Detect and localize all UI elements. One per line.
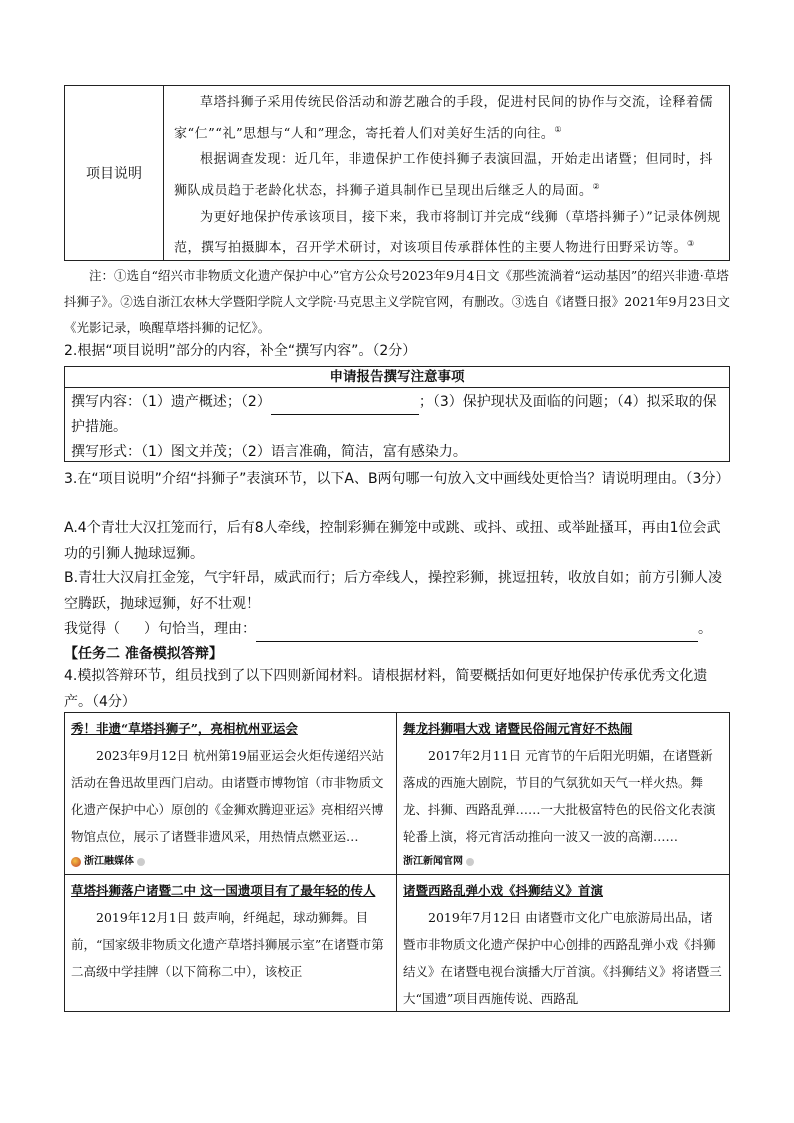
news-body: 2017年2月11日 元宵节的午后阳光明媚，在诸暨新落成的西施大剧院，节目的气氛犹如天气一样火热。舞龙、抖狮、西路乱弹……一大批极富特色的民俗文化表演轮番上演，将元宵活动推向一波又一波的高潮…… [403, 748, 716, 844]
more-icon [137, 858, 145, 866]
box-body [65, 388, 729, 467]
news-item-1 [65, 713, 397, 875]
news-body: 2019年12月1日 鼓声响，纤绳起，球动狮舞。目前，“国家级非物质文化遗产草塔抖狮展示室”在诸暨市第二高级中学挂牌（以下简称二中），该校正 [71, 910, 384, 979]
option-b: B.青壮大汉肩扛金笼，气宇轩昂，威武而行；后方牵线人，操控彩狮，挑逗扭转，收放自如；前方引狮人凌空腾跃，抛球逗狮，好不壮观！ [64, 570, 723, 612]
project-label: 项目说明 [86, 166, 142, 182]
news-grid [64, 712, 730, 1012]
project-table [64, 85, 730, 261]
writing-form: 撰写形式：（1）图文并茂；（2）语言准确，简洁，富有感染力。 [71, 444, 467, 460]
news-item-2 [397, 713, 729, 875]
project-paragraph-1: 草塔抖狮子采用传统民俗活动和游艺融合的手段，促进村民间的协作与交流，诠释着儒家“仁”“礼”思想与“人和”理念，寄托着人们对美好生活的向往。① [174, 95, 714, 141]
question-2: 2.根据“项目说明”部分的内容，补全“撰写内容”。（2分） [64, 343, 417, 359]
project-content [164, 86, 729, 260]
news-item-4 [397, 875, 729, 1011]
project-label-cell [65, 86, 164, 260]
answer-blank-3[interactable] [256, 623, 698, 642]
zhejiang-media-logo-icon [71, 857, 81, 867]
project-paragraph-2: 根据调查发现：近几年，非遗保护工作使抖狮子表演回温，开始走出诸暨；但同时，抖狮队成员趋于老龄化状态，抖狮子道具制作已呈现出后继乏人的局面。② [174, 152, 714, 199]
news-source: 浙江新闻官网 [403, 848, 723, 875]
question-3: 3.在“项目说明”介绍“抖狮子”表演环节，以下A、B两句哪一句放入文中画线处更恰当？请说明理由。（3分） [64, 471, 730, 487]
box-title: 申请报告撰写注意事项 [65, 367, 729, 388]
project-paragraph-3: 为更好地保护传承该项目，接下来，我市将制订并完成“线狮（草塔抖狮子）”记录体例规范，撰写拍摄脚本，召开学术研讨，对该项目传承群体性的主要人物进行田野采访等。③ [174, 209, 721, 256]
writing-notes-box [64, 366, 730, 462]
news-title: 秀！非遗“草塔抖狮子”，亮相杭州亚运会 [71, 721, 298, 736]
source-note: 注：①选自“绍兴市非物质文化遗产保护中心”官方公众号2023年9月4日文《那些流淌着“运动基因”的绍兴非遗·草塔抖狮子》。②选自浙江农林大学暨阳学院人文学院·马克思主义学院官网，有删改。③选自《诸暨日报》2021年9月23日文《光影记录，唤醒草塔抖狮的记忆》。 [64, 268, 730, 335]
news-item-3 [65, 875, 397, 1011]
question-3-answer: 我觉得（ ）句恰当，理由： 。 [64, 616, 734, 642]
news-body: 2019年7月12日 由诸暨市文化广电旅游局出品，诸暨市非物质文化遗产保护中心创排的西路乱弹小戏《抖狮结义》在诸暨电视台演播大厅首演。《抖狮结义》将诸暨三大“国遗”项目西施传说、西路乱 [403, 910, 722, 1006]
writing-content: 撰写内容：（1）遗产概述；（2） ；（3）保护现状及面临的问题；（4）拟采取的保护措施。 [71, 394, 717, 435]
option-a: A.4个青壮大汉扛笼而行，后有8人牵线，控制彩狮在狮笼中或跳、或抖、或扭、或举趾搔耳，再由1位会武功的引狮人抛球逗狮。 [64, 520, 721, 562]
news-title: 诸暨西路乱弹小戏《抖狮结义》首演 [403, 883, 604, 898]
news-source: 浙江融媒体 [71, 848, 390, 875]
task2-heading: 【任务二 准备模拟答辩】 [64, 646, 223, 662]
more-icon [466, 858, 474, 866]
answer-blank-2[interactable] [271, 396, 419, 415]
news-title: 草塔抖狮落户诸暨二中 这一国遗项目有了最年轻的传人 [71, 883, 376, 898]
news-body: 2023年9月12日 杭州第19届亚运会火炬传递绍兴站活动在鲁迅故里西门启动。由诸暨市博物馆（市非物质文化遗产保护中心）原创的《金狮欢腾迎亚运》亮相绍兴博物馆点位，展示了诸暨非遗风采，用热情点燃亚运… [71, 748, 385, 844]
news-title: 舞龙抖狮唱大戏 诸暨民俗闹元宵好不热闹 [403, 721, 633, 736]
question-4: 4.模拟答辩环节，组员找到了以下四则新闻材料。请根据材料，简要概括如何更好地保护传承优秀文化遗产。（4分） [64, 668, 708, 710]
